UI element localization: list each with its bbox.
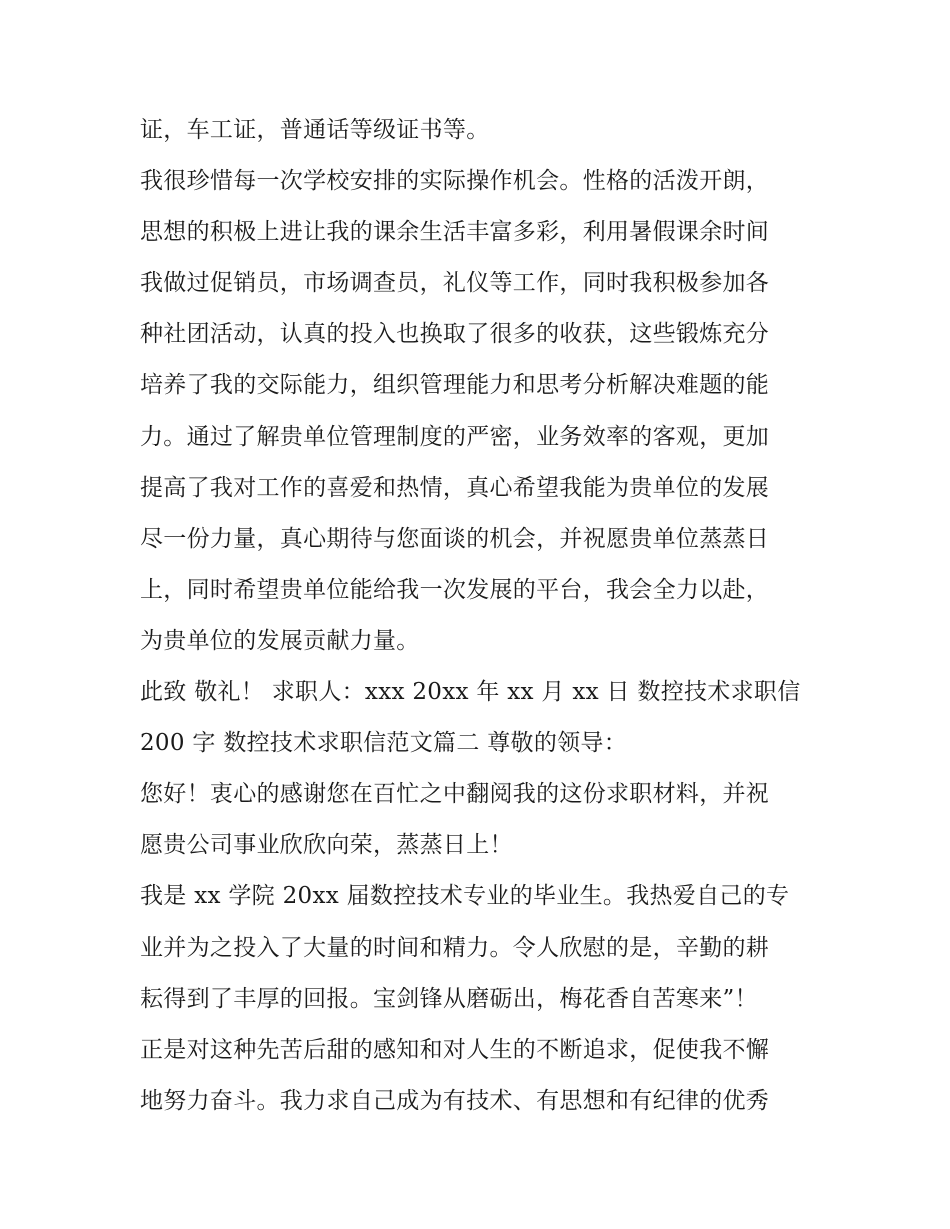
- text-line-5: 种社团活动，认真的投入也换取了很多的收获，这些锻炼充分: [140, 321, 770, 348]
- text-line-20: 地努力奋斗。我力求自己成为有技术、有思想和有纪律的优秀: [140, 1087, 770, 1114]
- text-line-12: 此致 敬礼！ 求职人：xxx 20xx 年 xx 月 xx 日 数控技术求职信: [140, 679, 801, 706]
- text-line-14: 您好！衷心的感谢您在百忙之中翻阅我的这份求职材料，并祝: [140, 781, 770, 808]
- text-line-6: 培养了我的交际能力，组织管理能力和思考分析解决难题的能: [140, 372, 770, 399]
- text-line-11: 为贵单位的发展贡献力量。: [140, 627, 420, 654]
- text-line-8: 提高了我对工作的喜爱和热情，真心希望我能为贵单位的发展: [140, 474, 770, 501]
- text-line-10: 上，同时希望贵单位能给我一次发展的平台，我会全力以赴，: [140, 576, 770, 603]
- text-line-3: 思想的积极上进让我的课余生活丰富多彩，利用暑假课余时间: [140, 219, 770, 246]
- text-line-1: 证，车工证，普通话等级证书等。: [140, 117, 490, 143]
- text-line-13: 200 字 数控技术求职信范文篇二 尊敬的领导：: [140, 730, 628, 757]
- text-line-19: 正是对这种先苦后甜的感知和对人生的不断追求，促使我不懈: [140, 1036, 770, 1063]
- text-line-4: 我做过促销员，市场调查员，礼仪等工作，同时我积极参加各: [140, 270, 770, 297]
- text-line-18: 耘得到了丰厚的回报。宝剑锋从磨砺出，梅花香自苦寒来”！: [140, 985, 758, 1012]
- text-line-17: 业并为之投入了大量的时间和精力。令人欣慰的是，辛勤的耕: [140, 934, 770, 961]
- text-line-7: 力。通过了解贵单位管理制度的严密，业务效率的客观，更加: [140, 423, 770, 450]
- text-line-15: 愿贵公司事业欣欣向荣，蒸蒸日上！: [140, 832, 513, 859]
- text-line-16: 我是 xx 学院 20xx 届数控技术专业的毕业生。我热爱自己的专: [140, 883, 790, 910]
- text-line-2: 我很珍惜每一次学校安排的实际操作机会。性格的活泼开朗，: [140, 168, 770, 195]
- document-body: [140, 105, 820, 1127]
- text-line-9: 尽一份力量，真心期待与您面谈的机会，并祝愿贵单位蒸蒸日: [140, 525, 770, 552]
